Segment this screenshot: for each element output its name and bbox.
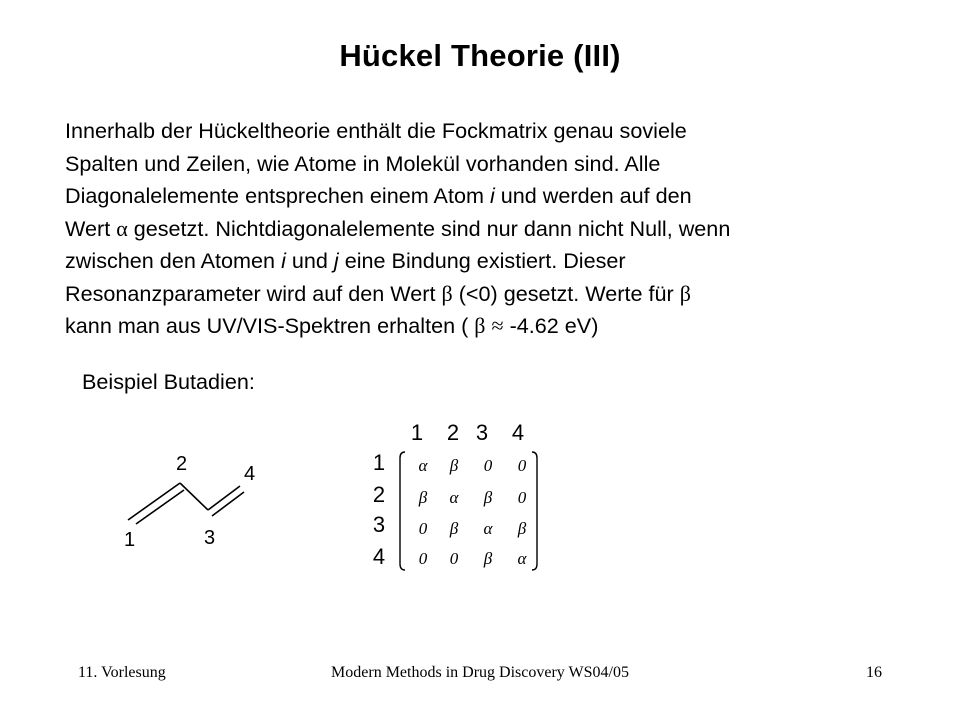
paragraph-line-4 <box>65 213 905 246</box>
atom-label-2: 2 <box>176 453 188 475</box>
footer-lecture: 11. Vorlesung <box>78 664 166 681</box>
atom-label-4: 4 <box>244 463 256 485</box>
row-label-1: 1 <box>372 450 386 475</box>
row-label-3: 3 <box>372 512 386 537</box>
text-span: -4.62 eV) <box>509 313 599 338</box>
matrix-entry-r3-c4: β <box>517 519 527 538</box>
matrix-entries <box>418 456 528 568</box>
atom-label-3: 3 <box>204 527 216 549</box>
paragraph-line-2 <box>65 148 905 181</box>
matrix-entry-r2-c2: α <box>449 488 459 507</box>
beta-symbol: β <box>679 280 691 306</box>
row-label-2: 2 <box>372 482 386 507</box>
matrix-column-labels <box>411 420 524 445</box>
atom-label-1: 1 <box>124 529 136 551</box>
bond-1-2-inner <box>136 490 184 524</box>
fock-matrix <box>360 412 560 574</box>
text-span: zwischen den Atomen <box>65 248 276 273</box>
matrix-entry-r3-c1: 0 <box>418 519 428 538</box>
beta-symbol: β <box>441 280 453 306</box>
matrix-entry-r1-c1: α <box>418 456 428 475</box>
bond-2-3 <box>180 483 208 510</box>
butadiene-structure <box>118 448 278 558</box>
footer-page-number: 16 <box>866 664 882 681</box>
italic-i: i <box>489 183 495 208</box>
matrix-entry-r4-c1: 0 <box>418 549 428 568</box>
text-span: Innerhalb der Hückeltheorie enthält die Fockmatrix genau soviele <box>65 118 687 143</box>
row-label-4: 4 <box>372 544 386 569</box>
alpha-symbol: α <box>116 215 128 241</box>
matrix-entry-r1-c3: 0 <box>483 456 493 475</box>
approx-symbol: ≈ <box>491 313 504 338</box>
column-label-1: 1 <box>410 420 424 445</box>
matrix-entry-r4-c4: α <box>517 549 527 568</box>
text-span: Spalten und Zeilen, wie Atome in Molekül vorhanden sind. Alle <box>65 150 661 176</box>
italic-j: j <box>333 248 339 273</box>
matrix-entry-r1-c2: β <box>449 456 459 475</box>
text-span: Resonanzparameter wird auf den Wert <box>65 280 436 306</box>
text-span: gesetzt. Nichtdiagonalelemente sind nur dann nicht Null, wenn <box>133 215 731 241</box>
matrix-entry-r2-c4: 0 <box>517 488 527 507</box>
matrix-entry-r3-c3: α <box>483 519 493 538</box>
matrix-entry-r3-c2: β <box>449 519 459 538</box>
text-span: (<0) gesetzt. Werte für <box>458 280 674 306</box>
matrix-row-labels <box>373 450 385 569</box>
paragraph-line-6 <box>65 278 905 311</box>
slide-title: Hückel Theorie (III) <box>339 38 621 73</box>
matrix-entry-r1-c4: 0 <box>517 456 527 475</box>
footer-course: Modern Methods in Drug Discovery WS04/05 <box>331 664 629 681</box>
paragraph-line-7 <box>65 310 905 343</box>
example-label: Beispiel Butadien: <box>82 369 255 394</box>
matrix-entry-r2-c3: β <box>483 488 493 507</box>
column-label-3: 3 <box>475 420 489 445</box>
body-paragraph <box>65 115 905 343</box>
bond-lines <box>128 483 244 524</box>
matrix-left-bracket <box>400 452 405 570</box>
line3-text: Diagonalelemente entsprechen einem Atom i und werden auf den <box>65 183 692 208</box>
column-label-4: 4 <box>511 420 525 445</box>
text-span: und <box>291 248 328 273</box>
italic-i: i <box>281 248 286 273</box>
text-span: Wert <box>65 215 111 241</box>
paragraph-line-1 <box>65 115 905 148</box>
column-label-2: 2 <box>446 420 460 445</box>
beta-symbol: β <box>474 313 486 338</box>
matrix-entry-r4-c2: 0 <box>449 549 459 568</box>
matrix-entry-r2-c1: β <box>418 488 428 507</box>
matrix-right-bracket <box>532 452 537 570</box>
paragraph-line-5 <box>65 245 905 278</box>
text-span: kann man aus UV/VIS-Spektren erhalten ( <box>65 313 469 338</box>
matrix-entry-r4-c3: β <box>483 549 493 568</box>
bond-1-2-outer <box>128 483 180 520</box>
text-span: eine Bindung existiert. Dieser <box>344 248 626 273</box>
paragraph-line-3 <box>65 180 905 213</box>
